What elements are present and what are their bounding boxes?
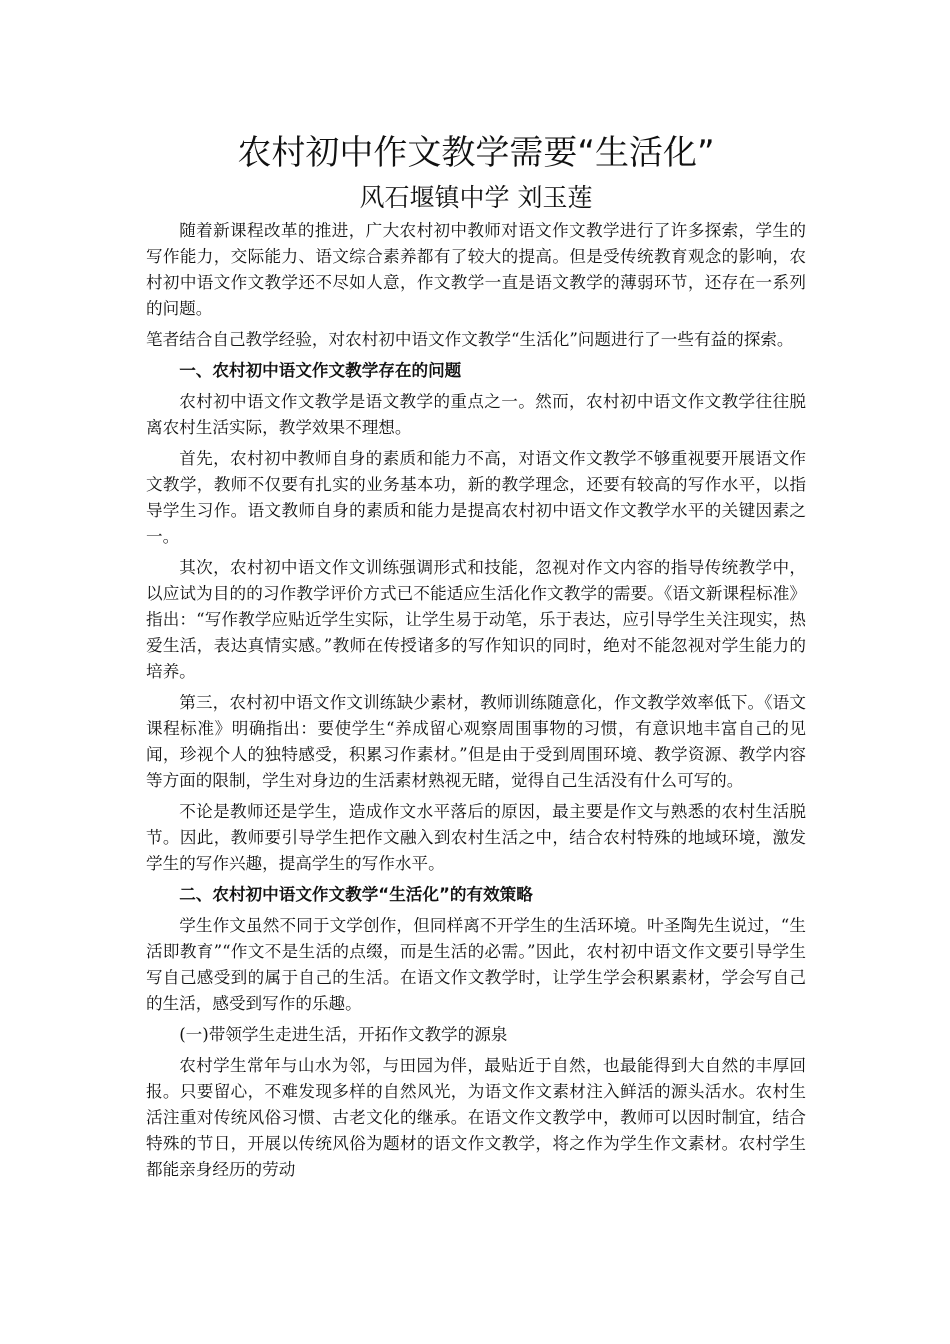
section-1-paragraph-1: 农村初中语文作文教学是语文教学的重点之一。然而，农村初中语文作文教学往往脱离农村生活实际，教学效果不理想。 [146,392,806,437]
section-1-paragraph-3: 其次，农村初中语文作文训练强调形式和技能，忽视对作文内容的指导传统教学中，以应试为目的的习作教学评价方式已不能适应生活化作文教学的需要。《语文新课程标准》指出：“写作教学应贴近学生实际，让学生易于动笔，乐于表达，应引导学生关注现实，热爱生活，表达真情实感。”教师在传授诸多的写作知识的同时，绝对不能忽视对学生能力的培养。 [146,558,806,681]
section-1-paragraph-4: 第三，农村初中语文作文训练缺少素材，教师训练随意化，作文教学效率低下。《语文课程标准》明确指出：要使学生“养成留心观察周围事物的习惯，有意识地丰富自己的见闻，珍视个人的独特感受，积累习作素材。”但是由于受到周围环境、教学资源、教学内容等方面的限制，学生对身边的生活素材熟视无睹，觉得自己生活没有什么可写的。 [146,693,806,790]
section-2-paragraph: 农村学生常年与山水为邻，与田园为伴，最贴近于自然，也最能得到大自然的丰厚回报。只要留心，不难发现多样的自然风光，为语文作文素材注入鲜活的源头活水。农村生活注重对传统风俗习惯、古老文化的继承。在语文作文教学中，教师可以因时制宜，结合特殊的节日，开展以传统风俗为题材的语文作文教学，将之作为学生作文素材。农村学生都能亲身经历的劳动 [146,1056,806,1179]
document-page [146,128,806,1188]
section-2-subheading: (一)带领学生走进生活，开拓作文教学的源泉 [179,1025,508,1044]
document-author: 风石堰镇中学 刘玉莲 [359,183,593,212]
section-2-intro: 学生作文虽然不同于文学创作，但同样离不开学生的生活环境。叶圣陶先生说过，“生活即教育”“作文不是生活的点缀，而是生活的必需。”因此，农村初中语文作文要引导学生写自己感受到的属于自己的生活。在语文作文教学时，让学生学会积累素材，学会写自己的生活，感受到写作的乐趣。 [146,916,806,1013]
section-1-paragraph-2: 首先，农村初中教师自身的素质和能力不高，对语文作文教学不够重视要开展语文作文教学，教师不仅要有扎实的业务基本功，新的教学理念，还要有较高的写作水平，以指导学生习作。语文教师自身的素质和能力是提高农村初中语文作文教学水平的关键因素之一。 [146,449,806,546]
section-2-heading: 二、农村初中语文作文教学“生活化”的有效策略 [179,885,533,904]
intro-paragraph-2: 笔者结合自己教学经验，对农村初中语文作文教学“生活化”问题进行了一些有益的探索。 [146,330,794,349]
section-1-paragraph-5: 不论是教师还是学生，造成作文水平落后的原因，最主要是作文与熟悉的农村生活脱节。因此，教师要引导学生把作文融入到农村生活之中，结合农村特殊的地域环境，激发学生的写作兴趣，提高学生的写作水平。 [146,802,806,873]
intro-paragraph-1: 随着新课程改革的推进，广大农村初中教师对语文作文教学进行了许多探索，学生的写作能力，交际能力、语文综合素养都有了较大的提高。但是受传统教育观念的影响，农村初中语文作文教学还不尽如人意，作文教学一直是语文教学的薄弱环节，还存在一系列的问题。 [146,221,806,318]
section-1-heading: 一、农村初中语文作文教学存在的问题 [179,361,462,380]
document-title: 农村初中作文教学需要“生活化” [237,133,715,173]
